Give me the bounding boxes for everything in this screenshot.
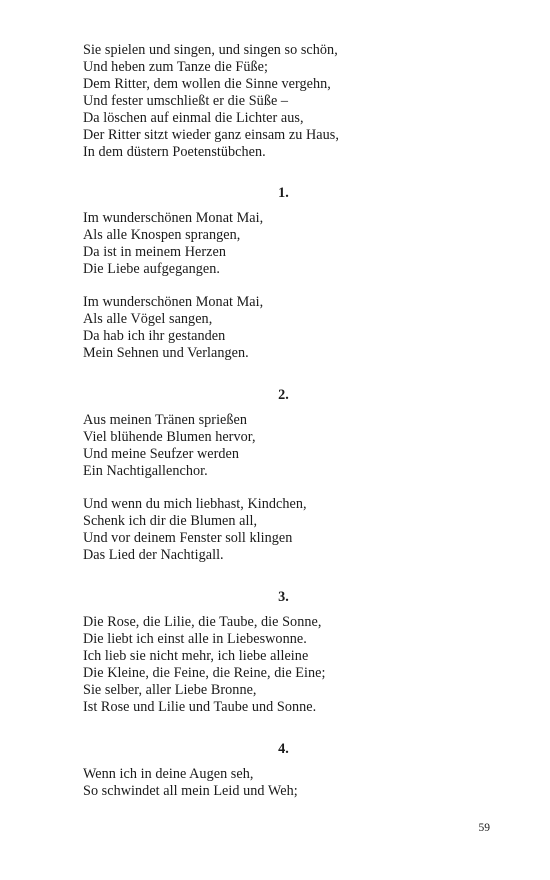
- intro-line: In dem düstern Poetenstübchen.: [83, 144, 266, 160]
- verse-line: Als alle Knospen sprangen,: [83, 227, 241, 243]
- verse-line: Im wunderschönen Monat Mai,: [83, 210, 264, 226]
- intro-line: Dem Ritter, dem wollen die Sinne vergehn,: [83, 76, 331, 92]
- verse-line: Viel blühende Blumen hervor,: [83, 429, 256, 445]
- poem-number: 3.: [278, 589, 289, 605]
- verse-line: Sie selber, aller Liebe Bronne,: [83, 682, 257, 698]
- page-number: 59: [478, 822, 490, 834]
- verse-line: Das Lied der Nachtigall.: [83, 547, 224, 563]
- intro-line: Da löschen auf einmal die Lichter aus,: [83, 110, 304, 126]
- verse-line: Ein Nachtigallenchor.: [83, 463, 208, 479]
- verse-line: Die liebt ich einst alle in Liebeswonne.: [83, 631, 307, 647]
- intro-line: Und fester umschließt er die Süße –: [83, 93, 289, 109]
- verse-line: Schenk ich dir die Blumen all,: [83, 513, 258, 529]
- verse-line: Da ist in meinem Herzen: [83, 244, 226, 260]
- verse-line: Ist Rose und Lilie und Taube und Sonne.: [83, 699, 317, 715]
- verse-line: Und wenn du mich liebhast, Kindchen,: [83, 496, 307, 512]
- poem-number: 2.: [278, 387, 289, 403]
- verse-line: Wenn ich in deine Augen seh,: [83, 766, 254, 782]
- verse-line: Die Rose, die Lilie, die Taube, die Sonne,: [83, 614, 322, 630]
- verse-line: Die Kleine, die Feine, die Reine, die Eine;: [83, 665, 326, 681]
- intro-line: Und heben zum Tanze die Füße;: [83, 59, 268, 75]
- intro-line: Der Ritter sitzt wieder ganz einsam zu Haus,: [83, 127, 339, 143]
- verse-line: Und vor deinem Fenster soll klingen: [83, 530, 293, 546]
- intro-line: Sie spielen und singen, und singen so schön,: [83, 42, 338, 58]
- verse-line: Im wunderschönen Monat Mai,: [83, 294, 264, 310]
- verse-line: So schwindet all mein Leid und Weh;: [83, 783, 298, 799]
- verse-line: Mein Sehnen und Verlangen.: [83, 345, 249, 361]
- verse-line: Aus meinen Tränen sprießen: [83, 412, 248, 428]
- poem-number: 4.: [278, 741, 289, 757]
- verse-line: Und meine Seufzer werden: [83, 446, 240, 462]
- verse-line: Als alle Vögel sangen,: [83, 311, 213, 327]
- verse-line: Da hab ich ihr gestanden: [83, 328, 226, 344]
- poem-number: 1.: [278, 185, 289, 201]
- verse-line: Die Liebe aufgegangen.: [83, 261, 220, 277]
- verse-line: Ich lieb sie nicht mehr, ich liebe alleine: [83, 648, 309, 664]
